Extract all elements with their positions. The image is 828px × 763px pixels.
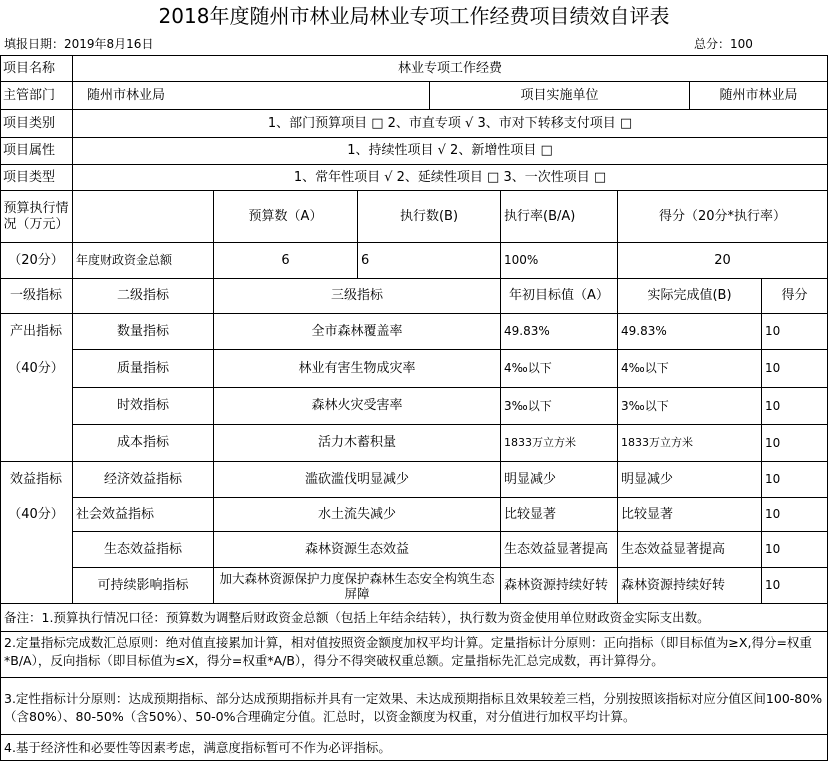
table-row-target: 明显减少 <box>501 462 618 498</box>
budget-blank <box>73 191 214 243</box>
table-row-l2: 生态效益指标 <box>73 532 214 568</box>
budget-row-label: 年度财政资金总额 <box>73 243 214 279</box>
table-row-l2: 社会效益指标 <box>73 498 214 532</box>
table-row-actual: 3‰以下 <box>618 388 762 425</box>
budget-score-header: 得分（20分*执行率） <box>618 191 828 243</box>
table-row-target: 1833万立方米 <box>501 425 618 462</box>
table-row-l2: 数量指标 <box>73 314 214 350</box>
table-row-actual: 49.83% <box>618 314 762 350</box>
budget-score-label: （20分） <box>0 243 73 279</box>
table-row-l2: 时效指标 <box>73 388 214 425</box>
table-row-l3: 森林火灾受害率 <box>214 388 501 425</box>
indicator-h1: 一级指标 <box>0 279 73 314</box>
output-score: （40分） <box>0 350 73 388</box>
exec-header: 执行数(B) <box>358 191 501 243</box>
exec-value: 6 <box>358 243 501 279</box>
table-row-actual: 1833万立方米 <box>618 425 762 462</box>
table-row-actual: 生态效益显著提高 <box>618 532 762 568</box>
budget-header: 预算数（A） <box>214 191 358 243</box>
dept-value: 随州市林业局 <box>73 82 430 110</box>
table-row-score: 10 <box>762 314 828 350</box>
table-row-actual: 明显减少 <box>618 462 762 498</box>
table-row-target: 比较显著 <box>501 498 618 532</box>
table-row-l3: 林业有害生物成灾率 <box>214 350 501 388</box>
rate-value: 100% <box>501 243 618 279</box>
effect-score: （40分） <box>0 498 73 532</box>
indicator-h4: 年初目标值（A） <box>501 279 618 314</box>
table-row-actual: 4‰以下 <box>618 350 762 388</box>
note-1: 备注：1.预算执行情况口径：预算数为调整后财政资金总额（包括上年结余结转），执行数为资金使用单位财政资金实际支出数。 <box>0 604 828 632</box>
project-name: 林业专项工作经费 <box>73 56 828 82</box>
table-row-score: 10 <box>762 425 828 462</box>
note-3: 3.定性指标计分原则：达成预期指标、部分达成预期指标并具有一定效果、未达成预期指标且效果较差三档，分别按照该指标对应分值区间100-80%（含80%）、80-50%（含50%）、50-0%合理确定分值。汇总时，以资金额度为权重，对分值进行加权平均计算。 <box>0 678 828 735</box>
note-2: 2.定量指标完成数汇总原则：绝对值直接累加计算，相对值按照资金额度加权平均计算。定量指标计分原则：正向指标（即目标值为≥X,得分=权重*B/A），反向指标（即目标值为≤X，得分=权重*A/B），得分不得突破权重总额。定量指标先汇总完成数，再计算得分。 <box>0 632 828 678</box>
category-label: 项目类别 <box>0 110 73 138</box>
table-row-l3: 水土流失减少 <box>214 498 501 532</box>
table-row-l3: 加大森林资源保护力度保护森林生态安全构筑生态屏障 <box>214 568 501 604</box>
table-row-l3: 森林资源生态效益 <box>214 532 501 568</box>
table-row-actual: 比较显著 <box>618 498 762 532</box>
table-row-score: 10 <box>762 388 828 425</box>
table-row-target: 3‰以下 <box>501 388 618 425</box>
indicator-h6: 得分 <box>762 279 828 314</box>
fill-date: 填报日期：2019年8月16日 <box>4 37 154 51</box>
indicator-h2: 二级指标 <box>73 279 214 314</box>
table-row-l2: 成本指标 <box>73 425 214 462</box>
budget-label: 预算执行情况（万元） <box>0 191 73 243</box>
rate-header: 执行率(B/A) <box>501 191 618 243</box>
table-row-l2: 可持续影响指标 <box>73 568 214 604</box>
table-row-target: 生态效益显著提高 <box>501 532 618 568</box>
table-row-actual: 森林资源持续好转 <box>618 568 762 604</box>
indicator-h3: 三级指标 <box>214 279 501 314</box>
table-row-l3: 滥砍滥伐明显减少 <box>214 462 501 498</box>
indicator-h5: 实际完成值(B) <box>618 279 762 314</box>
impl-value: 随州市林业局 <box>690 82 828 110</box>
table-row-score: 10 <box>762 350 828 388</box>
table-row-l2: 质量指标 <box>73 350 214 388</box>
effect-label: 效益指标 <box>0 462 73 498</box>
type-label: 项目类型 <box>0 165 73 191</box>
dept-label: 主管部门 <box>0 82 73 110</box>
project-name-label: 项目名称 <box>0 56 73 82</box>
category-options: 1、部门预算项目 □ 2、市直专项 √ 3、市对下转移支付项目 □ <box>73 110 828 138</box>
impl-label: 项目实施单位 <box>430 82 690 110</box>
output-label: 产出指标 <box>0 314 73 350</box>
table-row-target: 森林资源持续好转 <box>501 568 618 604</box>
effect-blank <box>0 532 73 604</box>
table-row-score: 10 <box>762 462 828 498</box>
table-row-l3: 全市森林覆盖率 <box>214 314 501 350</box>
table-row-target: 4‰以下 <box>501 350 618 388</box>
note-4: 4.基于经济性和必要性等因素考虑，满意度指标暂可不作为必评指标。 <box>0 735 828 761</box>
attribute-options: 1、持续性项目 √ 2、新增性项目 □ <box>73 138 828 165</box>
table-row-target: 49.83% <box>501 314 618 350</box>
total-score: 总分：100 <box>694 37 753 51</box>
table-row-score: 10 <box>762 568 828 604</box>
budget-value: 6 <box>214 243 358 279</box>
table-row-l2: 经济效益指标 <box>73 462 214 498</box>
budget-score-value: 20 <box>618 243 828 279</box>
table-row-l3: 活力木蓄积量 <box>214 425 501 462</box>
table-row-score: 10 <box>762 532 828 568</box>
table-row-score: 10 <box>762 498 828 532</box>
type-options: 1、常年性项目 √ 2、延续性项目 □ 3、一次性项目 □ <box>73 165 828 191</box>
output-blank <box>0 388 73 462</box>
attribute-label: 项目属性 <box>0 138 73 165</box>
page-title: 2018年度随州市林业局林业专项工作经费项目绩效自评表 <box>158 4 670 28</box>
